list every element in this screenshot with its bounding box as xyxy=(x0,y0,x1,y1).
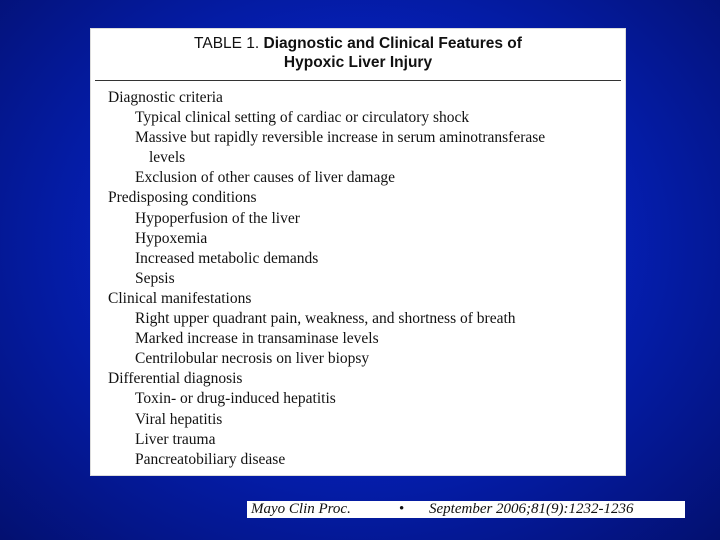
citation-journal: Mayo Clin Proc. xyxy=(251,501,351,517)
category-heading: Clinical manifestations xyxy=(108,289,252,307)
table-row: Massive but rapidly reversible increase in serum aminotransferase xyxy=(135,129,546,147)
table-title-line-1 xyxy=(91,34,625,53)
table-row: Typical clinical setting of cardiac or circulatory shock xyxy=(135,109,470,127)
table-title-text: Diagnostic and Clinical Features of xyxy=(263,35,522,52)
table-title xyxy=(91,29,625,72)
table-row: Viral hepatitis xyxy=(135,410,223,428)
table-row: Hypoperfusion of the liver xyxy=(135,209,300,227)
table-header-rule xyxy=(95,80,621,81)
table-row: Hypoxemia xyxy=(135,229,208,247)
citation-banner xyxy=(247,501,685,518)
table-title-line-2: Hypoxic Liver Injury xyxy=(283,54,433,71)
table-body xyxy=(91,88,625,470)
table-number: TABLE 1. xyxy=(194,35,260,52)
citation-separator: • xyxy=(399,501,405,517)
table-row: Pancreatobiliary disease xyxy=(135,450,286,468)
table-row: Exclusion of other causes of liver damage xyxy=(135,169,395,187)
table-row: Increased metabolic demands xyxy=(135,249,319,267)
category-heading: Diagnostic criteria xyxy=(108,89,223,106)
table-row: Toxin- or drug-induced hepatitis xyxy=(135,390,336,408)
citation-reference: September 2006;81(9):1232-1236 xyxy=(429,501,634,517)
table-row-continuation: levels xyxy=(149,149,186,167)
table-row: Centrilobular necrosis on liver biopsy xyxy=(135,350,370,368)
table-row: Marked increase in transaminase levels xyxy=(135,330,379,348)
table-figure xyxy=(90,28,626,476)
table-row: Sepsis xyxy=(135,269,175,287)
category-heading: Differential diagnosis xyxy=(108,370,243,388)
category-heading: Predisposing conditions xyxy=(108,189,257,207)
table-row: Liver trauma xyxy=(135,430,216,448)
table-row: Right upper quadrant pain, weakness, and shortness of breath xyxy=(135,310,516,328)
